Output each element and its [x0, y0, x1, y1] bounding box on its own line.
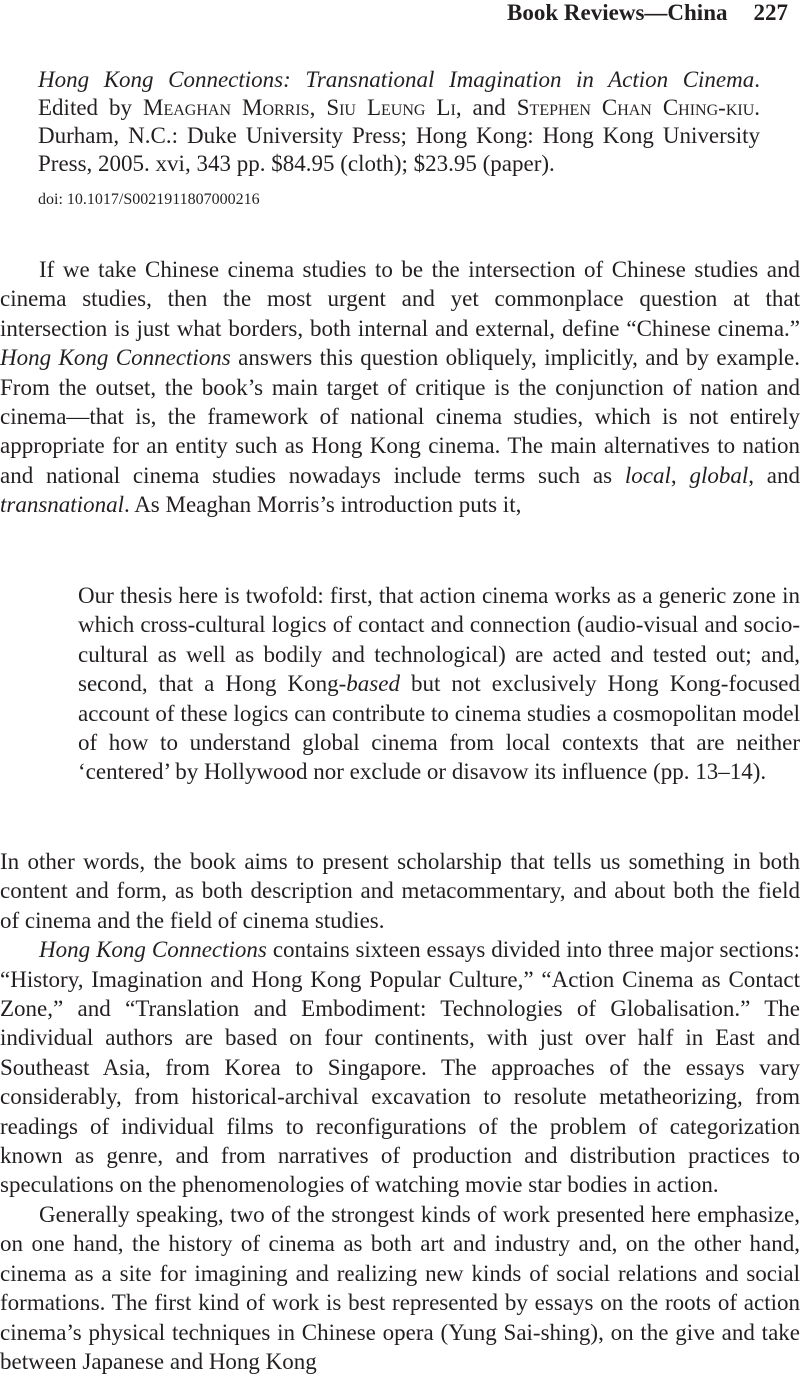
paragraph: Hong Kong Connections contains sixteen essays divided into three major sections: “History, Imagination and Hong Kong Popular Culture,” “Action Cinema as Contact Zone,” and “Translation and Embodiment: Technologies of Globalisation.” The individual authors are based on four continents, with just over half in East and Southeast Asia, from Korea to Singapore. The approaches of the essays vary considerably, from historical-archival excavation to resolute metatheorizing, from readings of individual films to reconfigurations of the problem of categorization known as genre, and from narratives of production and distribution practices to speculations on the phenomenologies of watching movie star bodies in action.	[0, 937, 800, 1198]
editor-name: Meaghan Morris	[143, 95, 310, 120]
running-head-title: Book Reviews—China	[507, 0, 728, 25]
paragraph: In other words, the book aims to present scholarship that tells us something in both content and form, as both description and metacommentary, and about both the field of cinema and the field of cinema studies.	[0, 849, 800, 933]
block-quotation	[78, 581, 800, 787]
publication-details: . Durham, N.C.: Duke University Press; Hong Kong: Hong Kong University Press, 2005. xvi, 343 pp. $84.95 (cloth); $23.95 (paper).	[38, 95, 761, 176]
editor-name: Stephen Chan Ching-kiu	[516, 95, 755, 120]
doi-line: doi: 10.1017/S0021911807000216	[38, 191, 260, 208]
paragraph: If we take Chinese cinema studies to be the intersection of Chinese studies and cinema studies, then the most urgent and yet commonplace question at that intersection is just what borders, both internal and external, define “Chinese cinema.” Hong Kong Connections answers this question obliquely, implicitly, and by example. From the outset, the book’s main target of critique is the conjunction of nation and cinema—that is, the framework of national cinema studies, which is not entirely appropriate for an entity such as Hong Kong cinema. The main alternatives to nation and national cinema studies nowadays include terms such as local, global, and transnational. As Meaghan Morris’s introduction puts it,	[0, 257, 800, 518]
review-body	[0, 847, 800, 1376]
edited-by-label: Edited by	[38, 95, 133, 120]
book-title: Hong Kong Connections: Transnational Imagination in Action Cinema	[38, 67, 755, 92]
quotation-text: Our thesis here is twofold: first, that action cinema works as a generic zone in which cross-cultural logics of contact and connection (audio-visual and socio-cultural as well as bodily and technological) are acted and tested out; and, second, that a Hong Kong-based but not exclusively Hong Kong-focused account of these logics can contribute to cinema studies a cosmopolitan model of how to understand global cinema from local contexts that are neither ‘centered’ by Hollywood nor exclude or disavow its influence (pp. 13–14).	[78, 583, 800, 785]
book-title-inline: Hong Kong Connections	[0, 345, 231, 371]
paragraph: Generally speaking, two of the strongest kinds of work presented here emphasize, on one hand, the history of cinema as both art and industry and, on the other hand, cinema as a site for imagining and realizing new kinds of social relations and social formations. The first kind of work is best represented by essays on the roots of action cinema’s physical techniques in Chinese opera (Yung Sai-shing), on the give and take between Japanese and Hong Kong	[0, 1201, 800, 1374]
review-paragraph-intro	[0, 255, 800, 520]
running-head	[507, 0, 788, 26]
book-citation: Hong Kong Connections: Transnational Imagination in Action Cinema. Edited by Meaghan Morris, Siu Leung Li, and Stephen Chan Ching-kiu. Durham, N.C.: Duke University Press; Hong Kong: Hong Kong University Press, 2005. xvi, 343 pp. $84.95 (cloth); $23.95 (paper).	[38, 67, 761, 176]
editor-name: Siu Leung Li	[326, 95, 456, 120]
page-number: 227	[753, 0, 788, 25]
book-title-inline: Hong Kong Connections	[39, 937, 267, 963]
